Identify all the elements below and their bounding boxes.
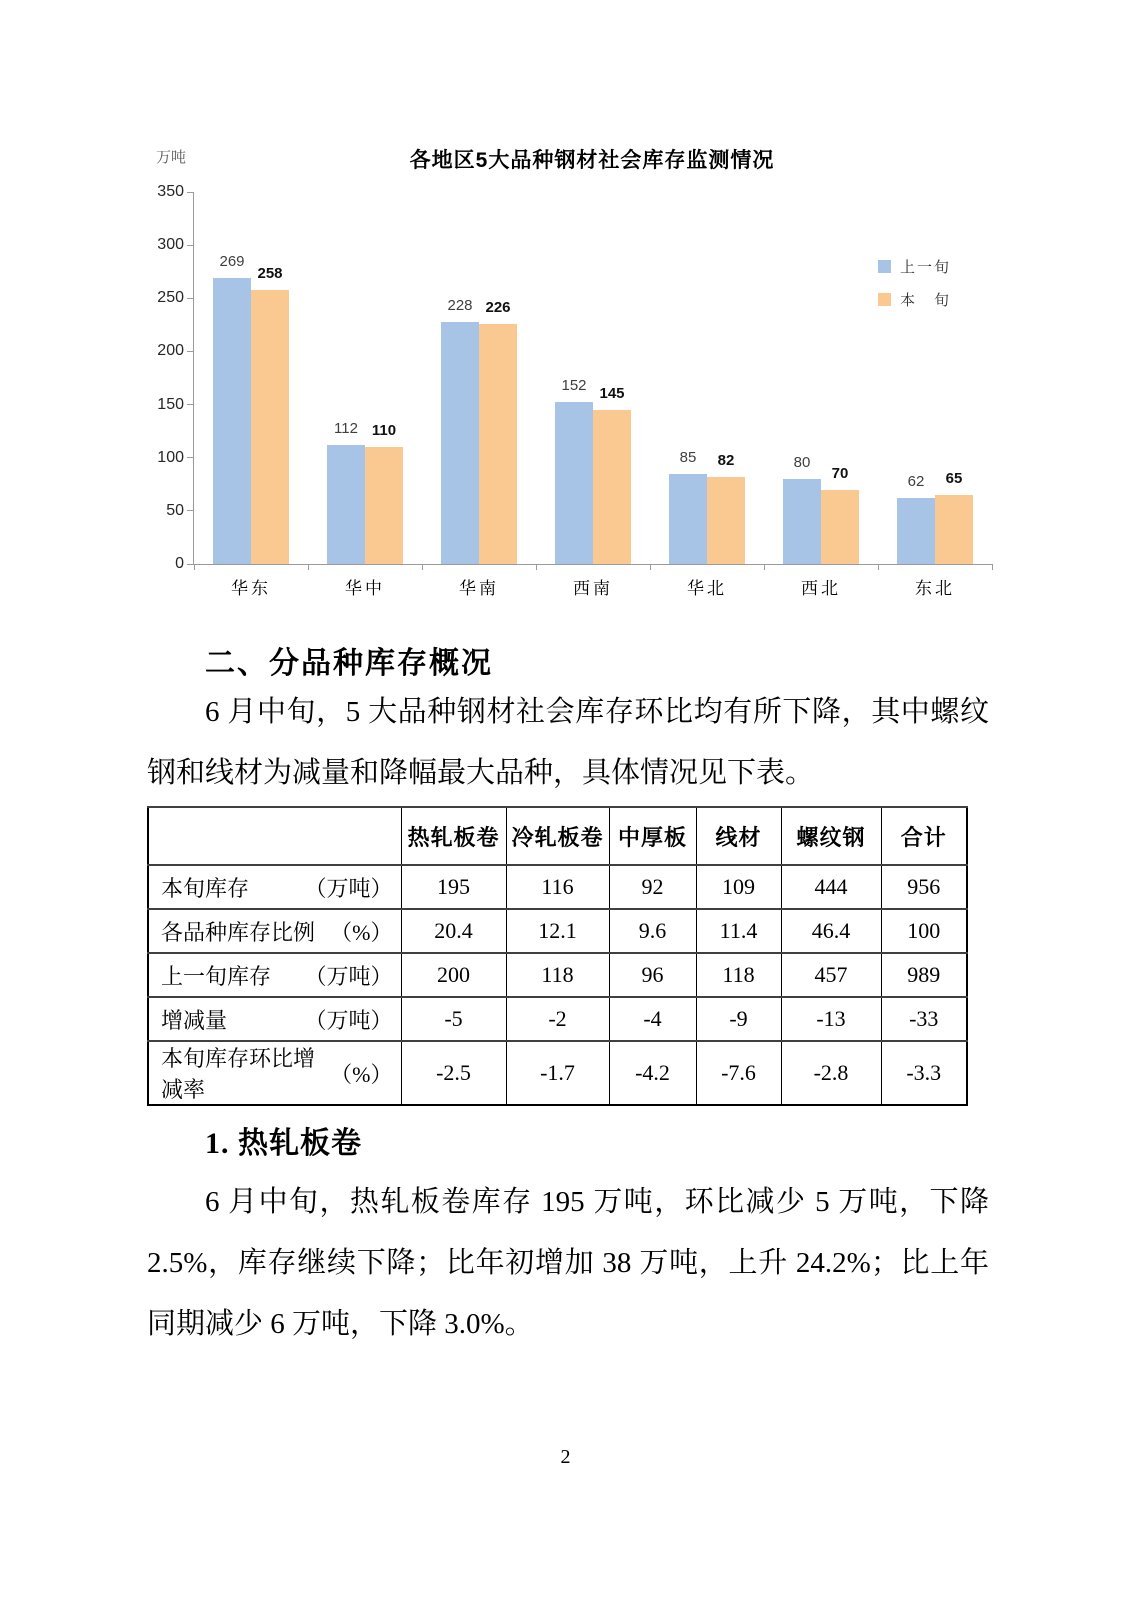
table-row-label xyxy=(148,997,401,1041)
table-cell: 20.4 xyxy=(401,909,506,953)
table-row-label xyxy=(148,909,401,953)
table-cell: -13 xyxy=(781,997,881,1041)
table-header-row xyxy=(148,807,967,865)
x-axis-tick xyxy=(764,564,765,570)
y-axis-tick xyxy=(187,404,194,405)
table-row-label-inner xyxy=(149,872,401,903)
bar-value-label: 228 xyxy=(447,296,473,314)
table-row-label-inner xyxy=(149,1004,401,1035)
x-axis-category-label: 东北 xyxy=(915,579,955,598)
bar-previous-period xyxy=(327,445,365,564)
x-axis-category-label: 华中 xyxy=(345,579,385,598)
regional-inventory-chart xyxy=(150,138,1040,618)
subsection-heading: 1. 热轧板卷 xyxy=(205,1127,362,1160)
table-cell: 457 xyxy=(781,953,881,997)
table-cell: 956 xyxy=(881,865,967,909)
table-header-cell: 合计 xyxy=(881,807,967,865)
bar-previous-period xyxy=(555,402,593,564)
y-axis-tick xyxy=(187,457,194,458)
x-axis-category-label: 西南 xyxy=(573,579,613,598)
row-label-text: 增减量 xyxy=(161,1007,228,1033)
table-cell: 9.6 xyxy=(609,909,696,953)
table-header-cell: 线材 xyxy=(696,807,781,865)
bar-value-label: 82 xyxy=(717,451,735,469)
x-axis-category-label: 华南 xyxy=(459,579,499,598)
legend-label: 上一旬 xyxy=(900,260,952,276)
bar-value-label: 65 xyxy=(945,469,963,487)
y-axis-tick xyxy=(187,510,194,511)
bar-current-period xyxy=(365,447,403,564)
x-axis-tick xyxy=(992,564,993,570)
x-axis-category-label: 华北 xyxy=(687,579,727,598)
bar-previous-period xyxy=(897,498,935,564)
y-axis-tick xyxy=(187,564,194,565)
table-cell: 46.4 xyxy=(781,909,881,953)
table-cell: 989 xyxy=(881,953,967,997)
y-axis-tick-label: 50 xyxy=(166,501,184,519)
bar-value-label: 258 xyxy=(257,264,283,282)
bar-value-label: 112 xyxy=(334,419,358,437)
y-axis-tick-label: 350 xyxy=(157,183,184,200)
bar-value-label: 70 xyxy=(831,464,849,482)
x-axis-category-label: 华东 xyxy=(231,579,271,598)
chart-legend xyxy=(878,250,951,316)
x-axis-tick xyxy=(308,564,309,570)
table-cell: 444 xyxy=(781,865,881,909)
bar-previous-period xyxy=(213,278,251,564)
x-axis-tick xyxy=(536,564,537,570)
bar-value-label: 85 xyxy=(679,448,697,466)
bar-previous-period xyxy=(783,479,821,564)
chart-title: 各地区5大品种钢材社会库存监测情况 xyxy=(409,149,775,172)
table-cell: 12.1 xyxy=(506,909,609,953)
table-cell: -7.6 xyxy=(696,1041,781,1105)
table-cell: -1.7 xyxy=(506,1041,609,1105)
table-cell: -4 xyxy=(609,997,696,1041)
y-axis-tick-label: 150 xyxy=(157,395,184,413)
bar-value-label: 226 xyxy=(485,298,511,316)
row-label-text: 本旬库存环比增减率 xyxy=(161,1046,316,1102)
table-cell: 100 xyxy=(881,909,967,953)
x-axis-category-label: 西北 xyxy=(801,579,841,598)
chart-plot-area xyxy=(157,183,992,598)
chart-y-axis-unit-label: 万吨 xyxy=(156,149,187,166)
row-label-unit: （万吨） xyxy=(304,875,393,901)
bar-current-period xyxy=(479,324,517,564)
table-row xyxy=(148,1041,967,1105)
bar-previous-period xyxy=(669,474,707,564)
bar-current-period xyxy=(935,495,973,564)
bar-value-label: 152 xyxy=(561,377,587,395)
table-header-cell: 中厚板 xyxy=(609,807,696,865)
y-axis-tick xyxy=(187,298,194,299)
y-axis-tick-label: 300 xyxy=(157,236,184,254)
table-cell: 92 xyxy=(609,865,696,909)
bar-current-period xyxy=(821,490,859,564)
y-axis-tick xyxy=(187,245,194,246)
table-cell: -2.8 xyxy=(781,1041,881,1105)
table-row-label xyxy=(148,865,401,909)
table-row-label-inner xyxy=(149,1042,401,1104)
section-heading: 二、分品种库存概况 xyxy=(205,647,493,680)
bar-current-period xyxy=(251,290,289,564)
row-label-unit: （万吨） xyxy=(304,1007,393,1033)
y-axis-tick-label: 0 xyxy=(175,555,184,572)
x-axis-tick xyxy=(194,564,195,570)
table-header-cell xyxy=(148,807,401,865)
legend-swatch-icon xyxy=(878,260,891,273)
y-axis-tick-label: 100 xyxy=(157,448,184,466)
table-cell: 116 xyxy=(506,865,609,909)
bar-value-label: 269 xyxy=(219,253,245,271)
y-axis-tick xyxy=(187,351,194,352)
bar-previous-period xyxy=(441,322,479,564)
table-cell: -5 xyxy=(401,997,506,1041)
table-row-label xyxy=(148,1041,401,1105)
table-cell: 118 xyxy=(506,953,609,997)
table-row-label-inner xyxy=(149,960,401,991)
bar-value-label: 145 xyxy=(599,384,625,402)
row-label-unit: （%） xyxy=(330,919,393,945)
row-label-text: 本旬库存 xyxy=(161,875,250,901)
table-header-cell: 冷轧板卷 xyxy=(506,807,609,865)
table-cell: -2.5 xyxy=(401,1041,506,1105)
variety-inventory-table xyxy=(147,806,968,1106)
y-axis-tick xyxy=(187,192,194,193)
row-label-text: 各品种库存比例 xyxy=(161,919,316,945)
table-row xyxy=(148,909,967,953)
row-label-unit: （万吨） xyxy=(304,963,393,989)
y-axis-tick-label: 200 xyxy=(157,342,184,360)
table-cell: 118 xyxy=(696,953,781,997)
table-cell: -9 xyxy=(696,997,781,1041)
legend-item xyxy=(878,283,951,316)
row-label-unit: （%） xyxy=(330,1061,393,1087)
y-axis-tick-label: 250 xyxy=(157,289,184,307)
row-label-text: 上一旬库存 xyxy=(161,963,272,989)
legend-swatch-icon xyxy=(878,293,891,306)
table-row xyxy=(148,953,967,997)
page-number: 2 xyxy=(560,1446,571,1468)
bar-value-label: 80 xyxy=(793,453,811,471)
table-cell: -2 xyxy=(506,997,609,1041)
legend-item xyxy=(878,250,951,283)
table-cell: -3.3 xyxy=(881,1041,967,1105)
legend-label: 本 旬 xyxy=(900,293,952,309)
bar-value-label: 62 xyxy=(907,473,925,491)
bar-value-label: 110 xyxy=(371,422,397,440)
subsection-paragraph: 6 月中旬，热轧板卷库存 195 万吨，环比减少 5 万吨，下降 2.5%，库存继续下降；比年初增加 38 万吨，上升 24.2%；比上年同期减少 6 万吨，下降 3.0%。 xyxy=(147,1186,989,1340)
table-header-cell: 螺纹钢 xyxy=(781,807,881,865)
x-axis-tick xyxy=(878,564,879,570)
x-axis-tick xyxy=(650,564,651,570)
table-cell: -4.2 xyxy=(609,1041,696,1105)
bar-current-period xyxy=(593,410,631,564)
table-cell: -33 xyxy=(881,997,967,1041)
section-paragraph: 6 月中旬，5 大品种钢材社会库存环比均有所下降，其中螺纹钢和线材为减量和降幅最大品种，具体情况见下表。 xyxy=(147,696,989,789)
table-cell: 96 xyxy=(609,953,696,997)
table-row xyxy=(148,865,967,909)
table-cell: 11.4 xyxy=(696,909,781,953)
table-cell: 200 xyxy=(401,953,506,997)
table-cell: 195 xyxy=(401,865,506,909)
bar-current-period xyxy=(707,477,745,564)
table-row-label xyxy=(148,953,401,997)
table-row-label-inner xyxy=(149,916,401,947)
x-axis-tick xyxy=(422,564,423,570)
table-header-cell: 热轧板卷 xyxy=(401,807,506,865)
table-cell: 109 xyxy=(696,865,781,909)
table-row xyxy=(148,997,967,1041)
